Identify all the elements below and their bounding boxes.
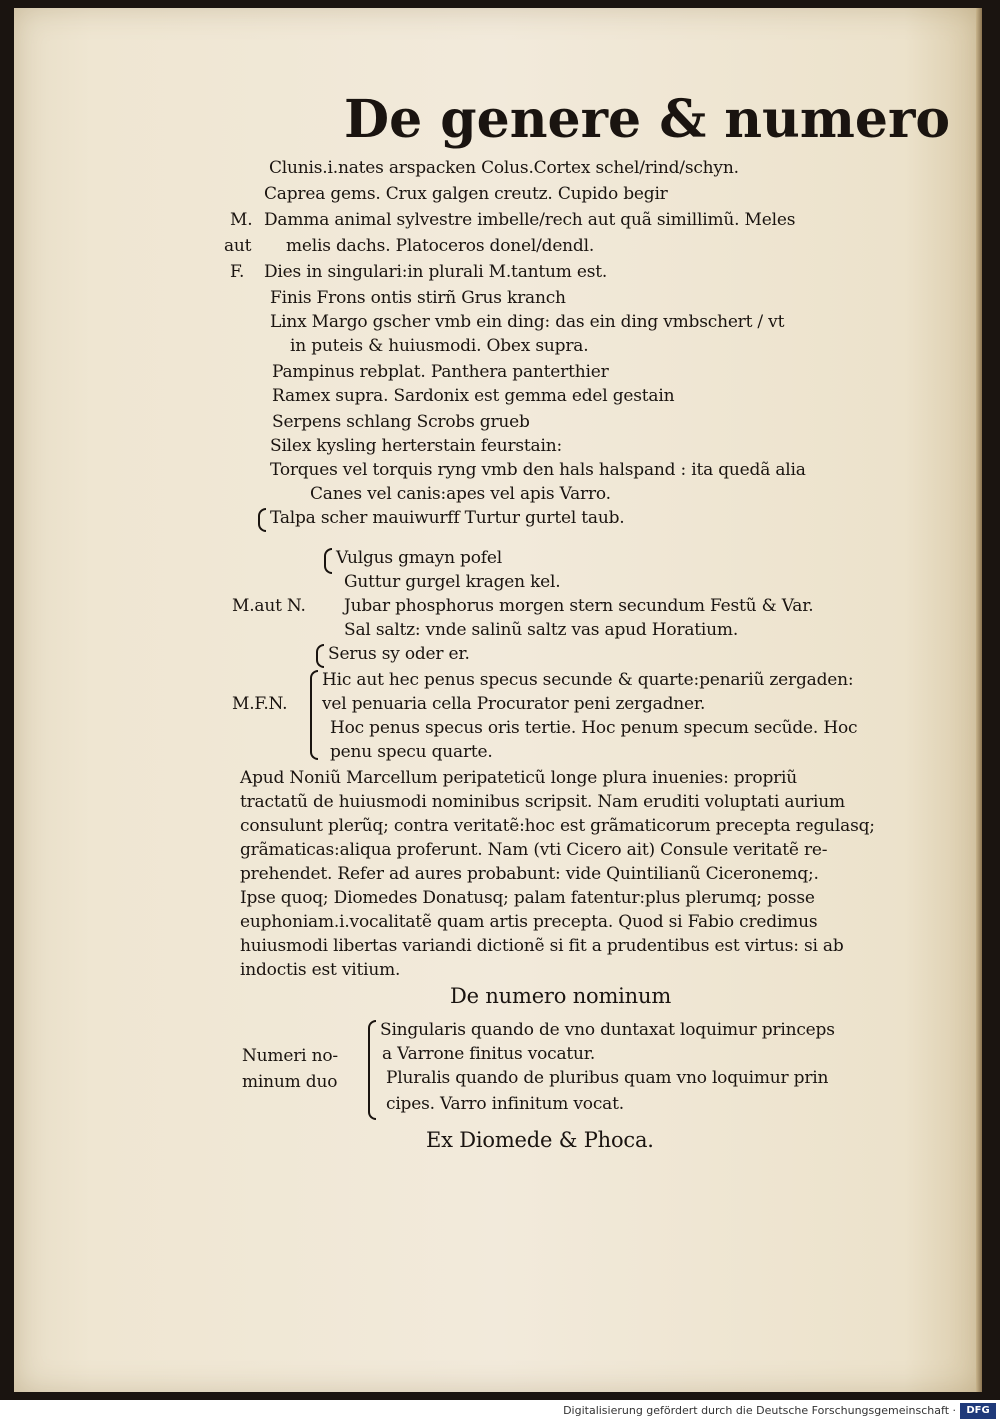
- text-line: Torques vel torquis ryng vmb den hals halspand : ita quedã alia: [270, 460, 806, 480]
- text-line: Ipse quoq; Diomedes Donatusq; palam fatentur:plus plerumq; posse: [240, 888, 815, 908]
- text-line: a Varrone finitus vocatur.: [382, 1044, 596, 1064]
- page-text: [14, 8, 982, 1392]
- text-line: Caprea gems. Crux galgen creutz. Cupido begir: [264, 184, 668, 204]
- text-line: Serus sy oder er.: [328, 644, 470, 664]
- brace: [368, 1020, 376, 1120]
- dfg-logo-icon: DFG: [960, 1403, 996, 1419]
- text-line: consulunt plerũq; contra veritatẽ:hoc est grãmaticorum precepta regulasq;: [240, 816, 875, 836]
- text-line: Pluralis quando de pluribus quam vno loquimur prin: [386, 1068, 829, 1088]
- text-line: Sal saltz: vnde salinũ saltz vas apud Horatium.: [344, 620, 739, 640]
- margin-note: aut: [224, 236, 252, 256]
- text-line: Hoc penus specus oris tertie. Hoc penum specum secũde. Hoc: [330, 718, 858, 738]
- text-line: Pampinus rebplat. Panthera panterthier: [272, 362, 609, 382]
- margin-note: minum duo: [242, 1072, 338, 1092]
- section-heading: Ex Diomede & Phoca.: [426, 1128, 654, 1152]
- text-line: euphoniam.i.vocalitatẽ quam artis precepta. Quod si Fabio credimus: [240, 912, 818, 932]
- text-line: Serpens schlang Scrobs grueb: [272, 412, 530, 432]
- text-line: prehendet. Refer ad aures probabunt: vide Quintilianũ Ciceronemq;.: [240, 864, 819, 884]
- text-line: Talpa scher mauiwurff Turtur gurtel taub.: [270, 508, 625, 528]
- footer-bar: [0, 1400, 1000, 1423]
- text-line: Guttur gurgel kragen kel.: [344, 572, 561, 592]
- text-line: vel penuaria cella Procurator peni zergadner.: [322, 694, 706, 714]
- margin-note: M.aut N.: [232, 596, 306, 616]
- text-line: Jubar phosphorus morgen stern secundum Festũ & Var.: [344, 596, 814, 616]
- text-line: Singularis quando de vno duntaxat loquimur princeps: [380, 1020, 835, 1040]
- text-line: Apud Noniũ Marcellum peripateticũ longe plura inuenies: propriũ: [240, 768, 798, 788]
- text-line: Ramex supra. Sardonix est gemma edel gestain: [272, 386, 675, 406]
- text-line: Finis Frons ontis stirñ Grus kranch: [270, 288, 566, 308]
- margin-note: Numeri no-: [242, 1046, 338, 1066]
- margin-note: F.: [230, 262, 245, 282]
- book-page: [14, 8, 982, 1392]
- section-heading: De numero nominum: [450, 984, 672, 1008]
- text-line: grãmaticas:aliqua proferunt. Nam (vti Cicero ait) Consule veritatẽ re-: [240, 840, 828, 860]
- text-line: penu specu quarte.: [330, 742, 493, 762]
- text-line: Hic aut hec penus specus secunde & quarte:penariũ zergaden:: [322, 670, 854, 690]
- text-line: Dies in singulari:in plurali M.tantum est.: [264, 262, 608, 282]
- text-line: indoctis est vitium.: [240, 960, 401, 980]
- text-line: Damma animal sylvestre imbelle/rech aut quã simillimũ. Meles: [264, 210, 796, 230]
- text-line: melis dachs. Platoceros donel/dendl.: [286, 236, 595, 256]
- text-line: Canes vel canis:apes vel apis Varro.: [310, 484, 611, 504]
- brace: [316, 644, 324, 668]
- margin-note: M.F.N.: [232, 694, 288, 714]
- text-line: cipes. Varro infinitum vocat.: [386, 1094, 624, 1114]
- text-line: Linx Margo gscher vmb ein ding: das ein ding vmbschert / vt: [270, 312, 785, 332]
- page-header: De genere & numero: [344, 89, 951, 150]
- text-line: Vulgus gmayn pofel: [336, 548, 502, 568]
- margin-note: M.: [230, 210, 253, 230]
- brace: [324, 548, 332, 574]
- brace: [310, 670, 318, 760]
- text-line: huiusmodi libertas variandi dictionẽ si fit a prudentibus est virtus: si ab: [240, 936, 844, 956]
- text-line: Clunis.i.nates arspacken Colus.Cortex schel/rind/schyn.: [269, 158, 739, 178]
- text-line: tractatũ de huiusmodi nominibus scripsit. Nam eruditi voluptati aurium: [240, 792, 845, 812]
- funding-credit: Digitalisierung gefördert durch die Deutsche Forschungsgemeinschaft ·: [563, 1404, 956, 1417]
- brace: [258, 508, 266, 532]
- text-line: in puteis & huiusmodi. Obex supra.: [290, 336, 589, 356]
- text-line: Silex kysling herterstain feurstain:: [270, 436, 562, 456]
